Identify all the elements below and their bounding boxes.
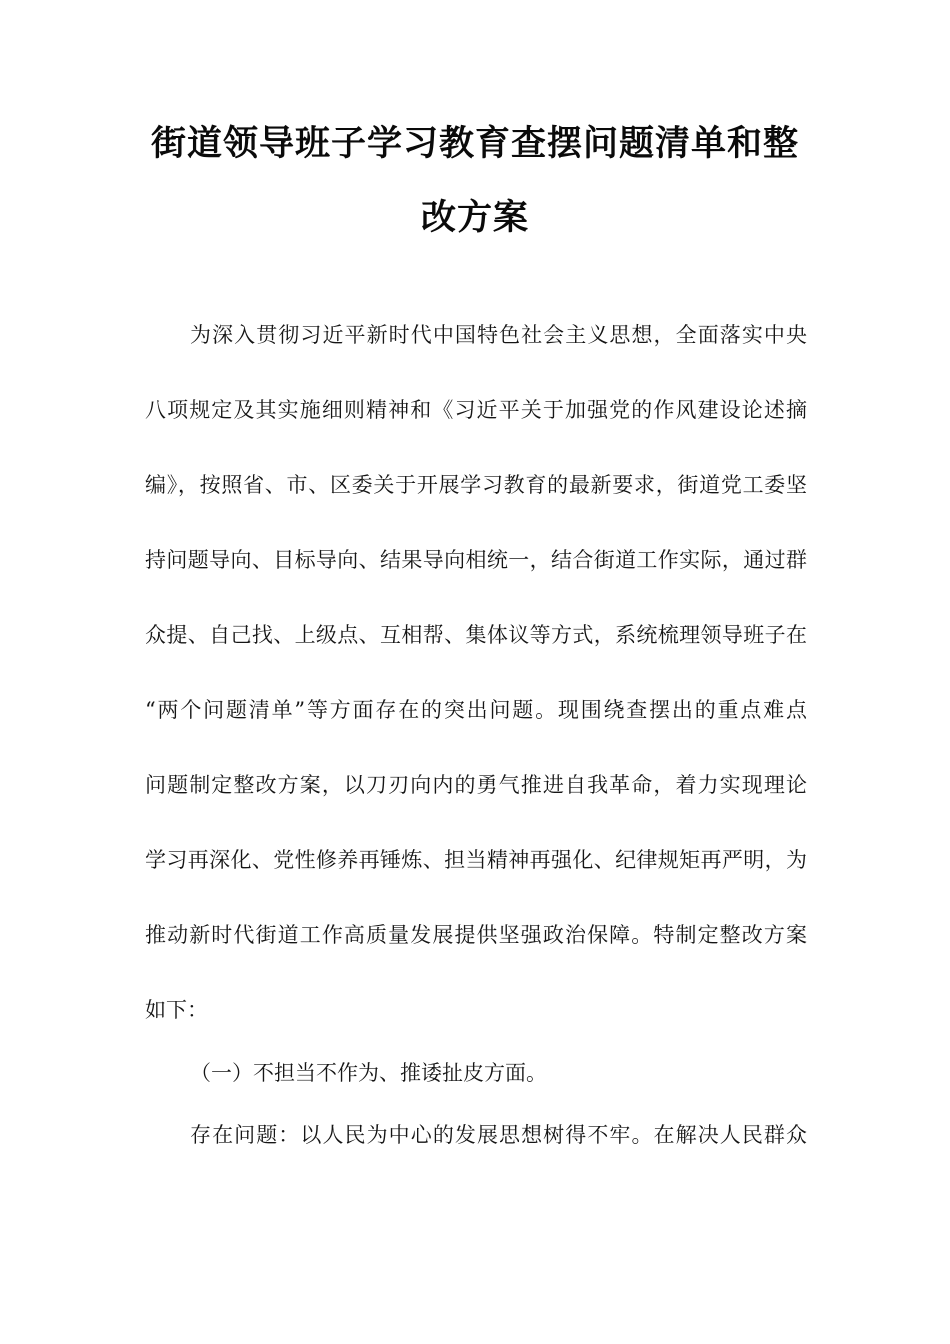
body-text-line: 众提、自己找、上级点、互相帮、集体议等方式，系统梳理领导班子在 xyxy=(145,623,807,647)
document-title-line-2: 改方案 xyxy=(420,197,529,238)
body-text-line: 编》，按照省、市、区委关于开展学习教育的最新要求，街道党工委坚 xyxy=(145,473,807,497)
body-text-line: 如下： xyxy=(145,998,208,1022)
problem-text-line: 存在问题：以人民为中心的发展思想树得不牢。在解决人民群众 xyxy=(190,1123,807,1147)
body-text-line: 推动新时代街道工作高质量发展提供坚强政治保障。特制定整改方案 xyxy=(145,923,807,947)
body-text-line: 学习再深化、党性修养再锤炼、担当精神再强化、纪律规矩再严明，为 xyxy=(145,848,807,872)
section-heading: （一）不担当不作为、推诿扯皮方面。 xyxy=(190,1061,547,1085)
body-text-line: 问题制定整改方案，以刀刃向内的勇气推进自我革命，着力实现理论 xyxy=(145,773,807,797)
body-text-line: 八项规定及其实施细则精神和《习近平关于加强党的作风建设论述摘 xyxy=(145,398,807,422)
body-text-line: “两个问题清单”等方面存在的突出问题。现围绕查摆出的重点难点 xyxy=(145,698,807,722)
document-title-line-1: 街道领导班子学习教育查摆问题清单和整 xyxy=(150,123,799,164)
body-text-line: 持问题导向、目标导向、结果导向相统一，结合街道工作实际，通过群 xyxy=(145,548,807,572)
body-text-line: 为深入贯彻习近平新时代中国特色社会主义思想，全面落实中央 xyxy=(190,323,807,347)
